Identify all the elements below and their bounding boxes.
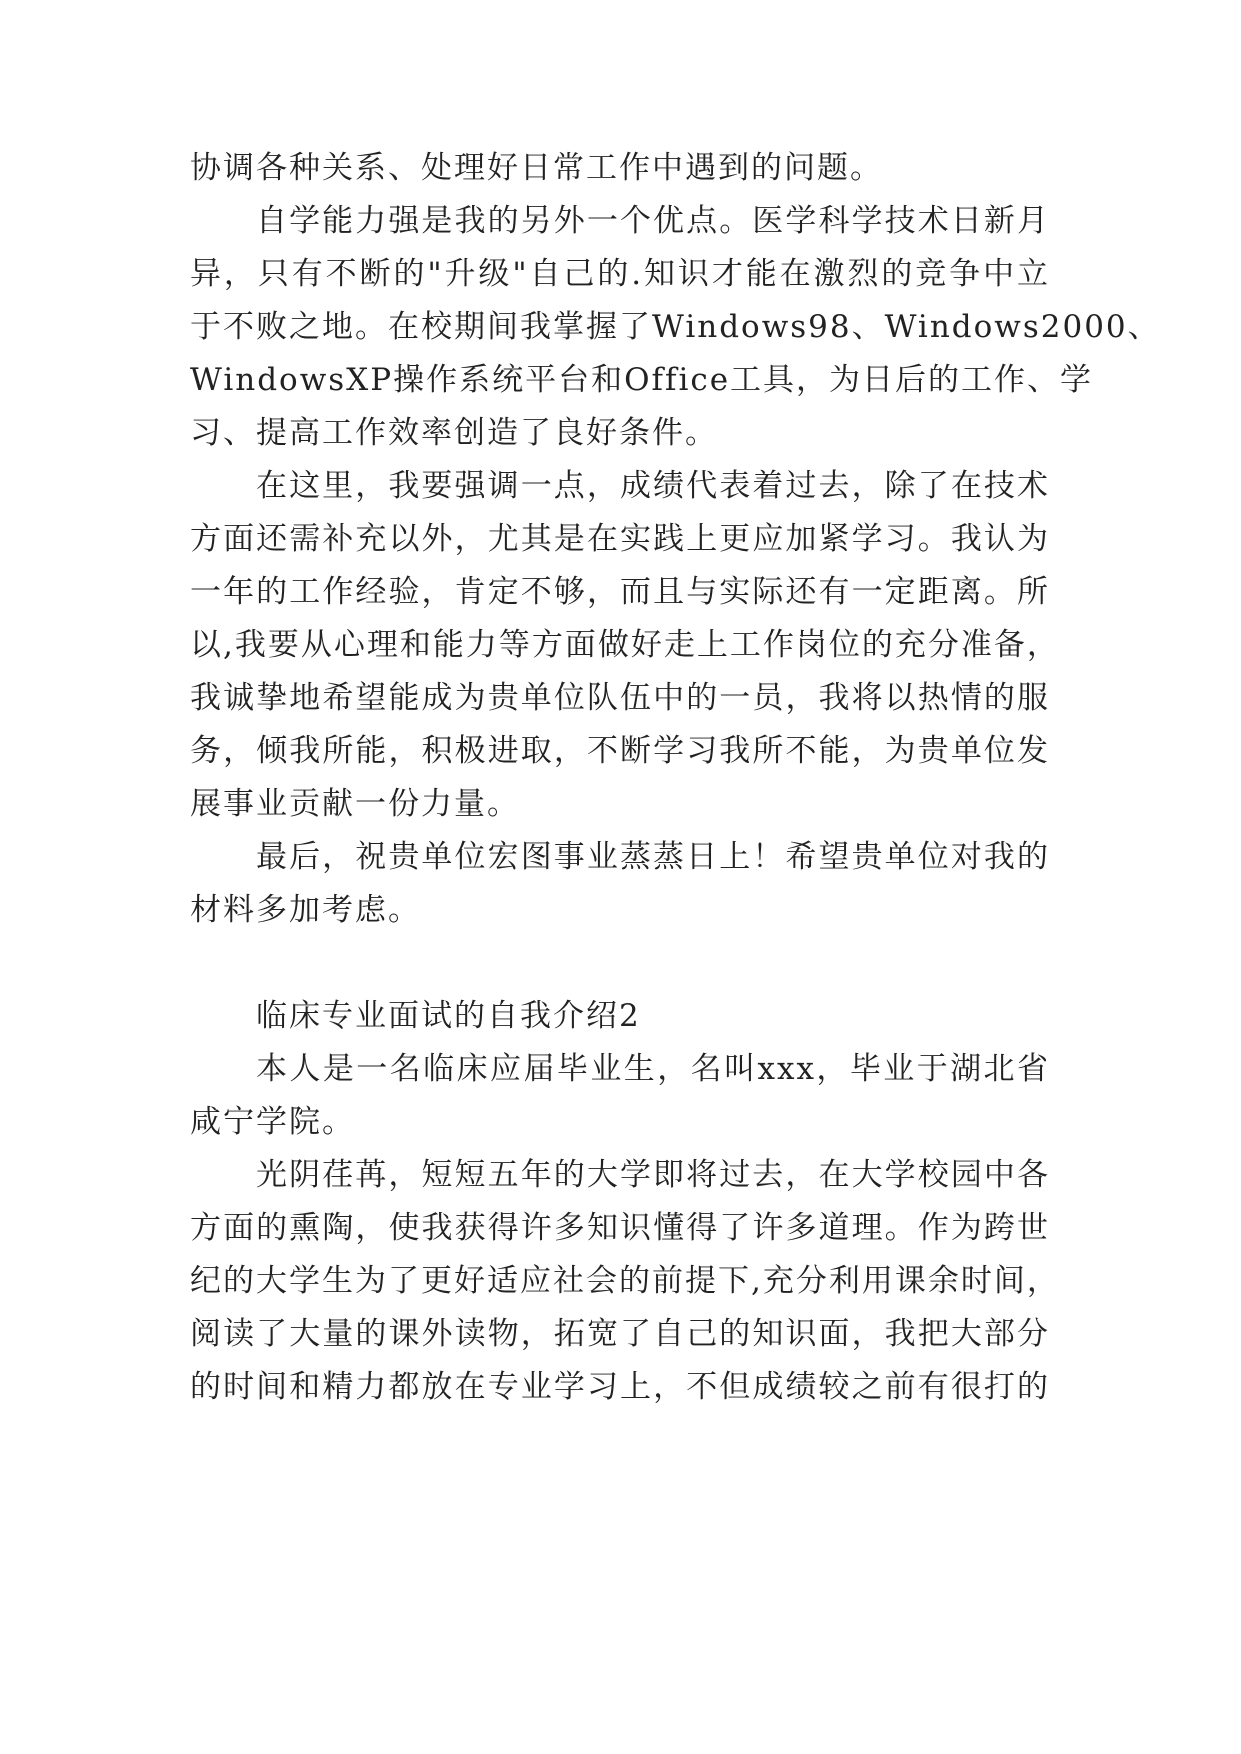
- paragraph-line: 咸宁学院。: [190, 1104, 355, 1140]
- paragraph-line: 异，只有不断的"升级"自己的.知识才能在激烈的竞争中立: [190, 256, 1050, 292]
- paragraph-line: 自学能力强是我的另外一个优点。医学科学技术日新月: [256, 203, 1050, 239]
- paragraph-line: 务，倾我所能，积极进取，不断学习我所不能，为贵单位发: [190, 733, 1050, 769]
- paragraph-line: 最后，祝贵单位宏图事业蒸蒸日上！希望贵单位对我的: [256, 839, 1050, 875]
- paragraph-line: 本人是一名临床应届毕业生，名叫xxx，毕业于湖北省: [256, 1051, 1050, 1087]
- paragraph-line: 于不败之地。在校期间我掌握了Windows98、Windows2000、: [190, 309, 1161, 345]
- paragraph-line: 一年的工作经验，肯定不够，而且与实际还有一定距离。所: [190, 574, 1050, 610]
- paragraph-line: 的时间和精力都放在专业学习上，不但成绩较之前有很打的: [190, 1369, 1050, 1405]
- paragraph-line: 光阴荏苒，短短五年的大学即将过去，在大学校园中各: [256, 1157, 1050, 1193]
- paragraph-line: WindowsXP操作系统平台和Office工具，为日后的工作、学: [190, 362, 1094, 398]
- paragraph-line: 方面还需补充以外，尤其是在实践上更应加紧学习。我认为: [190, 521, 1050, 557]
- paragraph-line: 方面的熏陶，使我获得许多知识懂得了许多道理。作为跨世: [190, 1210, 1050, 1246]
- section-heading: 临床专业面试的自我介绍2: [256, 998, 641, 1034]
- paragraph-line: 在这里，我要强调一点，成绩代表着过去，除了在技术: [256, 468, 1050, 504]
- paragraph-line: 以,我要从心理和能力等方面做好走上工作岗位的充分准备，: [190, 627, 1060, 663]
- paragraph-line: 习、提高工作效率创造了良好条件。: [190, 415, 718, 451]
- paragraph-line: 材料多加考虑。: [190, 892, 421, 928]
- paragraph-line: 我诚挚地希望能成为贵单位队伍中的一员，我将以热情的服: [190, 680, 1050, 716]
- paragraph-line: 协调各种关系、处理好日常工作中遇到的问题。: [190, 150, 883, 186]
- paragraph-line: 纪的大学生为了更好适应社会的前提下,充分利用课余时间，: [190, 1263, 1060, 1299]
- paragraph-line: 展事业贡献一份力量。: [190, 786, 520, 822]
- paragraph-line: 阅读了大量的课外读物，拓宽了自己的知识面，我把大部分: [190, 1316, 1050, 1352]
